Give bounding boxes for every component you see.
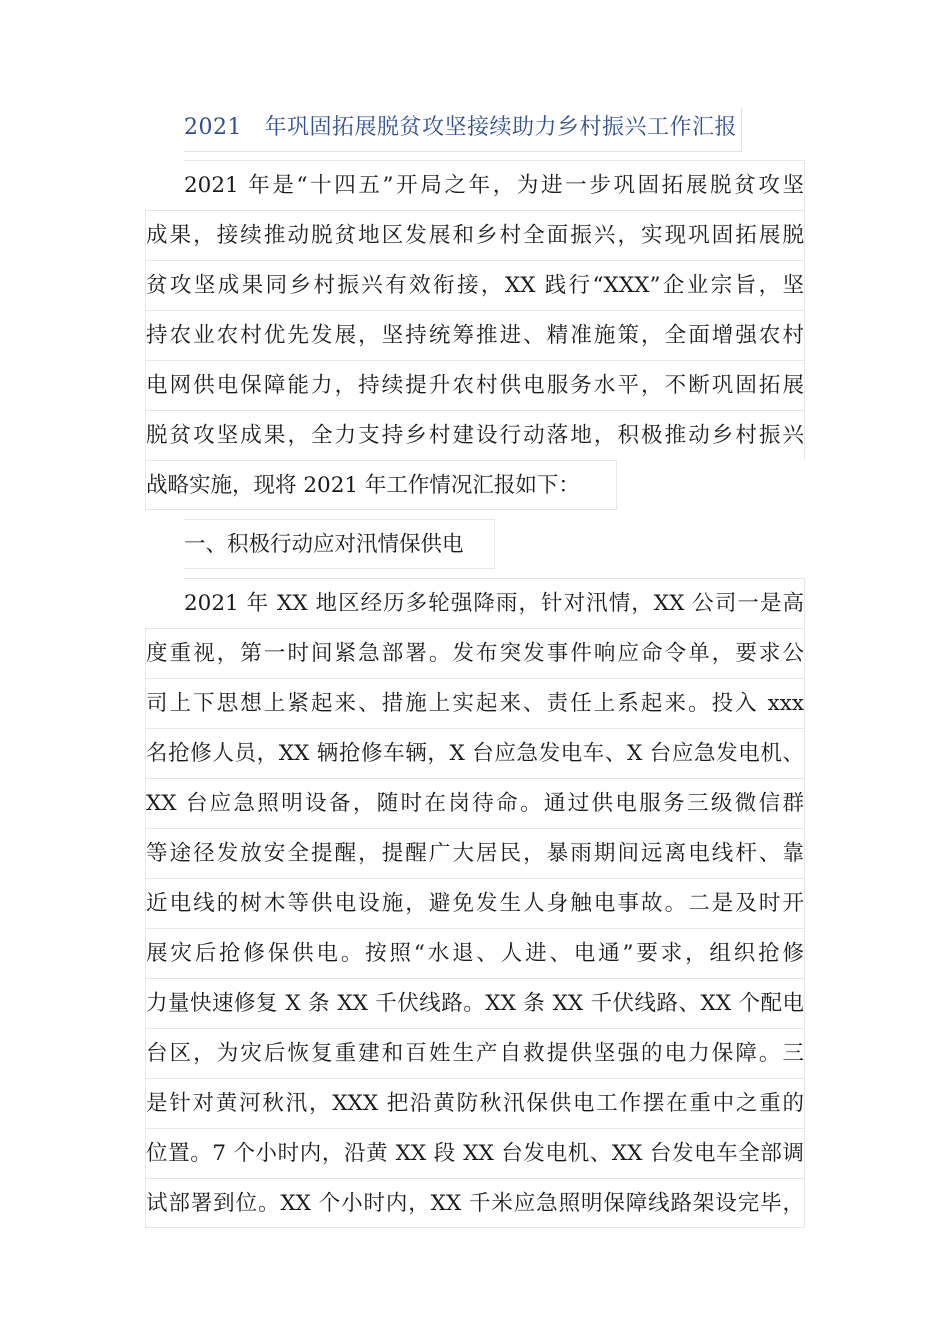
document-title: 2021 年巩固拓展脱贫攻坚接续助力乡村振兴工作汇报 bbox=[184, 108, 742, 152]
paragraph-line: 是针对黄河秋汛，XXX 把沿黄防秋汛保供电工作摆在重中之重的 bbox=[145, 1078, 805, 1128]
paragraph-line: 成果，接续推动脱贫地区发展和乡村全面振兴，实现巩固拓展脱 bbox=[145, 210, 805, 260]
paragraph-line: 台区，为灾后恢复重建和百姓生产自救提供坚强的电力保障。三 bbox=[145, 1028, 805, 1078]
paragraph-line: 力量快速修复 X 条 XX 千伏线路。XX 条 XX 千伏线路、XX 个配电 bbox=[145, 978, 805, 1028]
paragraph-line: 展灾后抢修保供电。按照“水退、人进、电通”要求，组织抢修 bbox=[145, 928, 805, 978]
paragraph-line: 2021 年 XX 地区经历多轮强降雨，针对汛情，XX 公司一是高 bbox=[184, 578, 805, 628]
paragraph-line: 度重视，第一时间紧急部署。发布突发事件响应命令单，要求公 bbox=[145, 628, 805, 678]
paragraph-line: 2021 年是“十四五”开局之年，为进一步巩固拓展脱贫攻坚 bbox=[184, 160, 805, 210]
paragraph-line: 近电线的树木等供电设施，避免发生人身触电事故。二是及时开 bbox=[145, 878, 805, 928]
section-heading: 一、积极行动应对汛情保供电 bbox=[184, 519, 495, 569]
paragraph-line: XX 台应急照明设备，随时在岗待命。通过供电服务三级微信群 bbox=[145, 778, 805, 828]
paragraph-line: 持农业农村优先发展，坚持统筹推进、精准施策，全面增强农村 bbox=[145, 310, 805, 360]
paragraph-line: 战略实施，现将 2021 年工作情况汇报如下： bbox=[145, 460, 617, 510]
paragraph-line: 贫攻坚成果同乡村振兴有效衔接，XX 践行“XXX”企业宗旨，坚 bbox=[145, 260, 805, 310]
paragraph-line: 名抢修人员，XX 辆抢修车辆，X 台应急发电车、X 台应急发电机、 bbox=[145, 728, 805, 778]
paragraph-line: 试部署到位。XX 个小时内，XX 千米应急照明保障线路架设完毕， bbox=[145, 1178, 805, 1228]
paragraph-line: 等途径发放安全提醒，提醒广大居民，暴雨期间远离电线杆、靠 bbox=[145, 828, 805, 878]
paragraph-line: 脱贫攻坚成果，全力支持乡村建设行动落地，积极推动乡村振兴 bbox=[145, 410, 805, 460]
paragraph-line: 司上下思想上紧起来、措施上实起来、责任上系起来。投入 xxx bbox=[145, 678, 805, 728]
paragraph-line: 电网供电保障能力，持续提升农村供电服务水平，不断巩固拓展 bbox=[145, 360, 805, 410]
paragraph-line: 位置。7 个小时内，沿黄 XX 段 XX 台发电机、XX 台发电车全部调 bbox=[145, 1128, 805, 1178]
